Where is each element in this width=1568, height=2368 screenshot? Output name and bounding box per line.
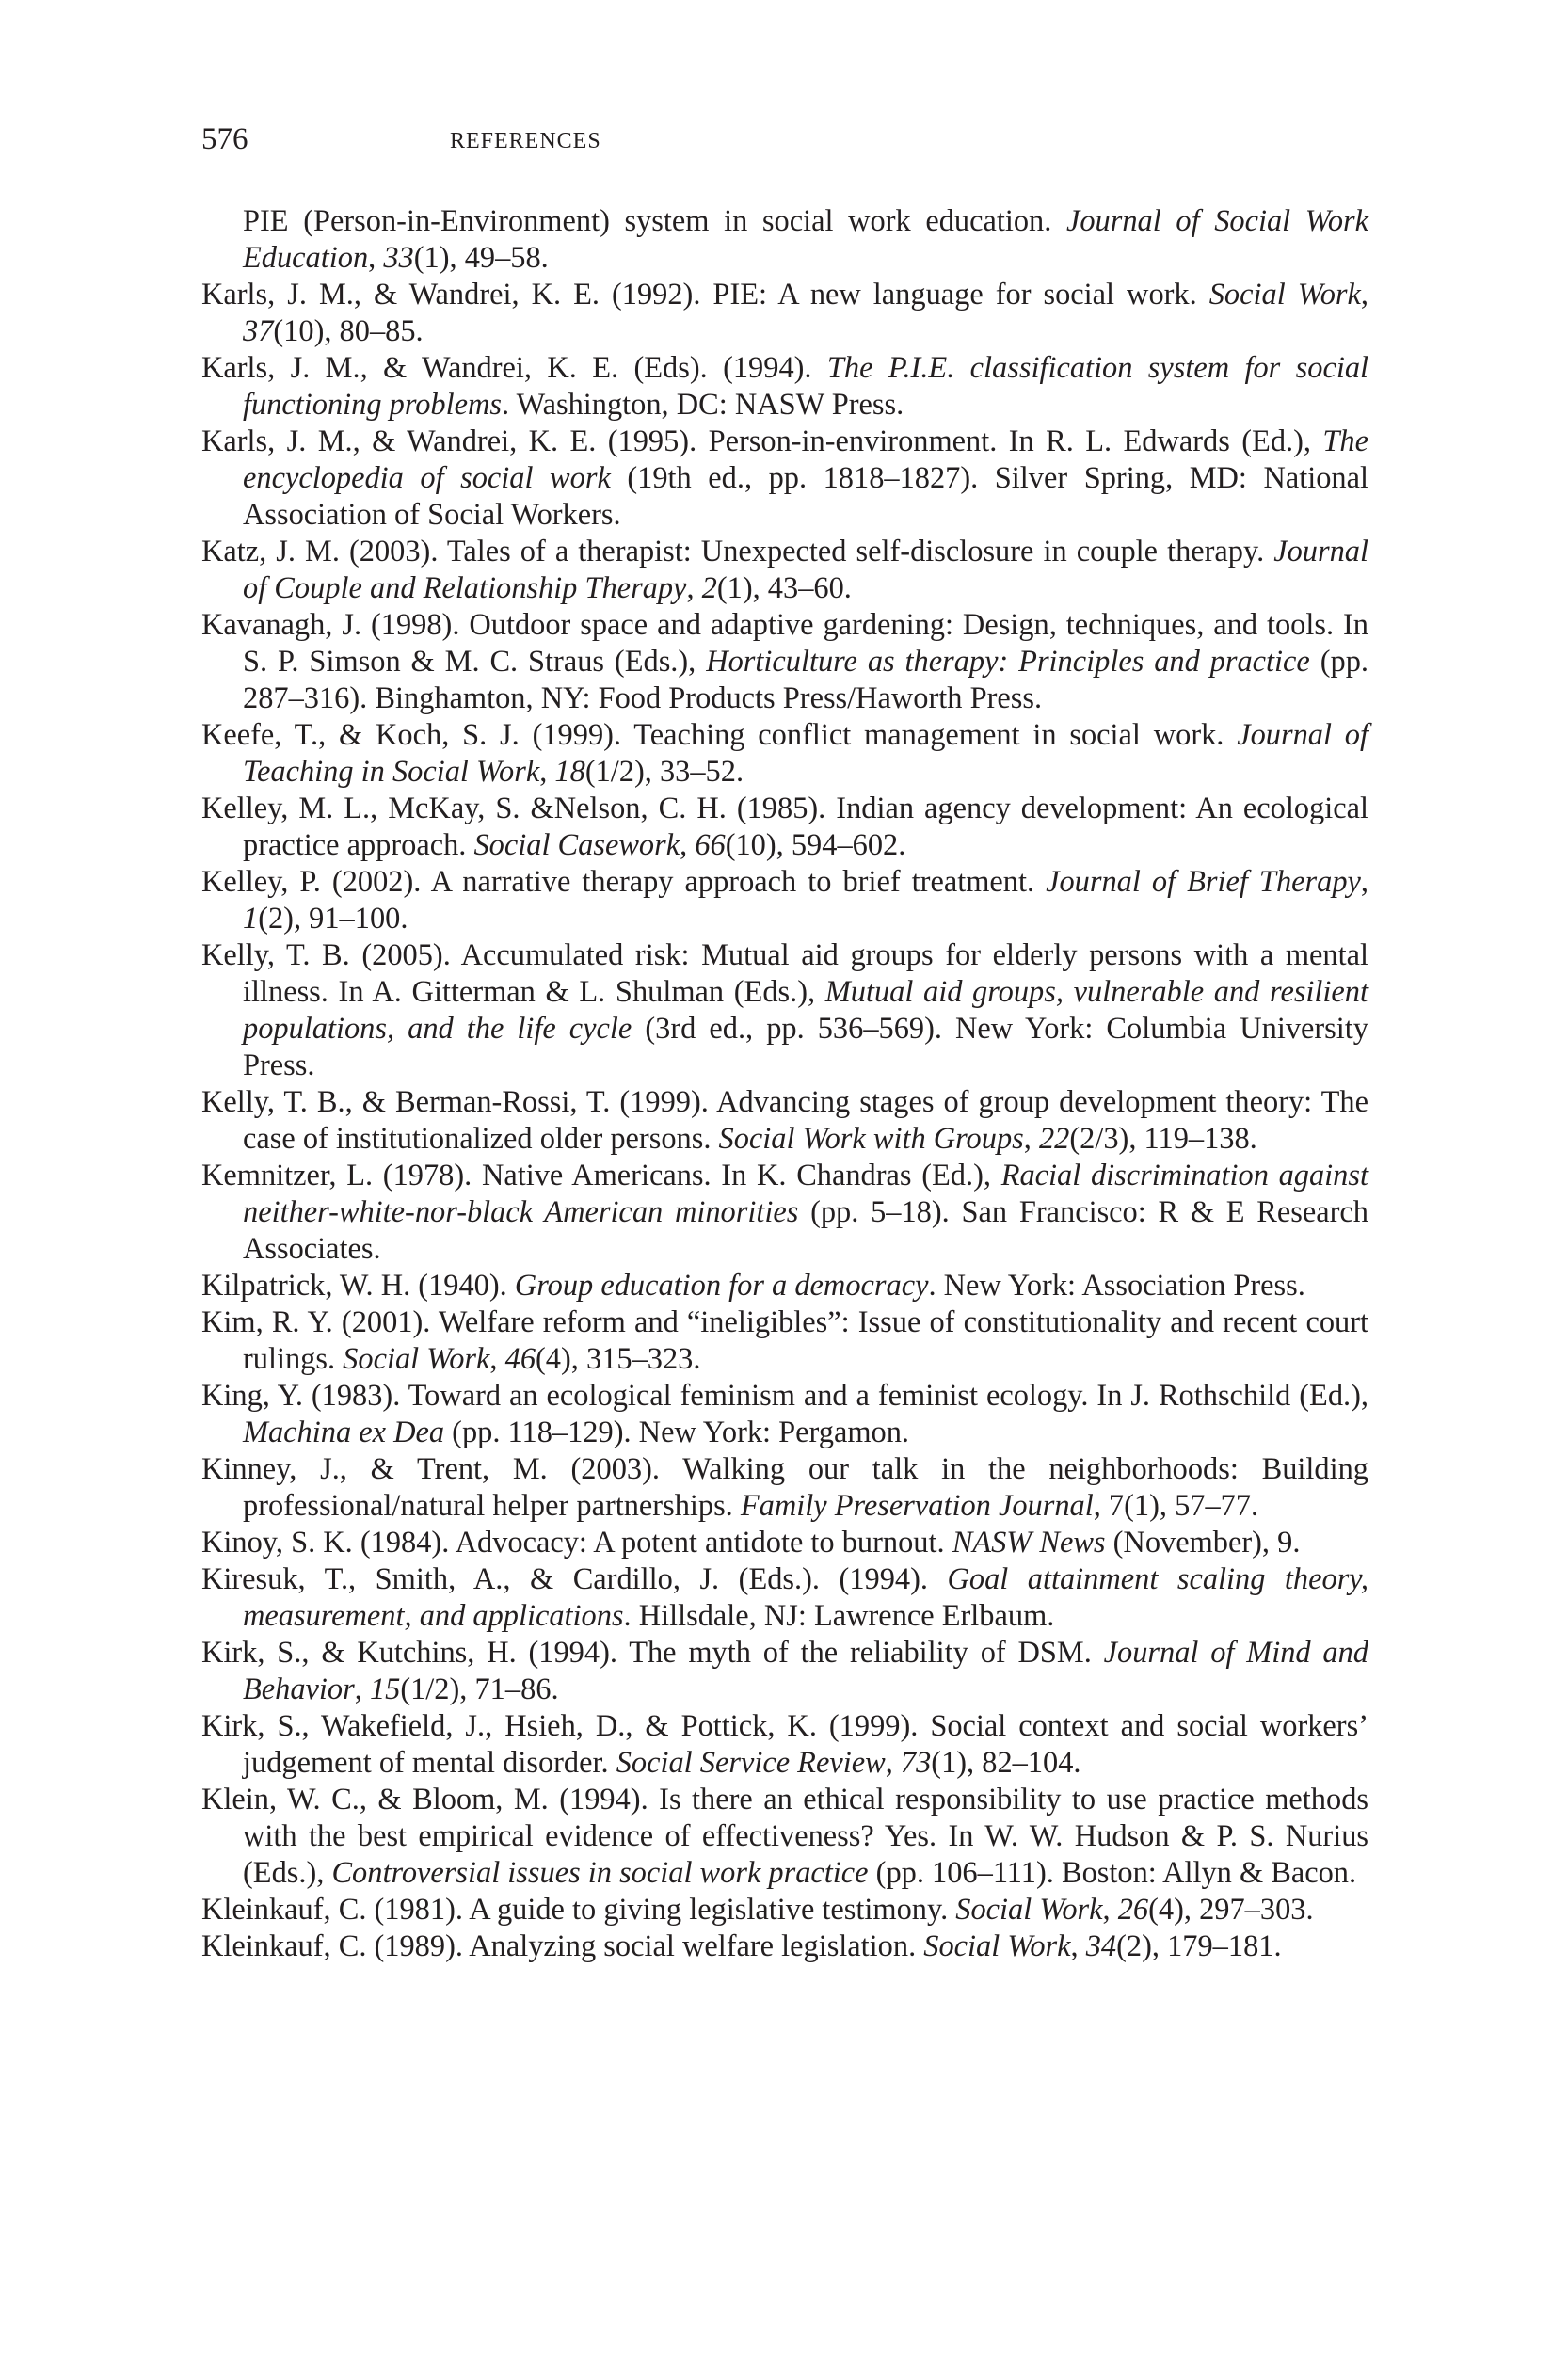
reference-italic-text: 46 — [504, 1342, 536, 1376]
reference-italic-text: Goal attainment scaling theory, measurement, and applications — [243, 1562, 1368, 1633]
reference-entry — [201, 1708, 1368, 1782]
reference-entry — [201, 1928, 1368, 1965]
reference-text: (1/2), 71–86. — [400, 1672, 559, 1706]
reference-text: , — [680, 828, 696, 862]
reference-italic-text: Journal of Mind and Behavior — [243, 1636, 1368, 1706]
reference-text: (2/3), 119–138. — [1069, 1122, 1257, 1156]
reference-text: , — [489, 1342, 505, 1376]
reference-text: Kilpatrick, W. H. (1940). — [201, 1269, 515, 1303]
reference-text: (2), 179–181. — [1116, 1929, 1282, 1963]
reference-text: (4), 315–323. — [536, 1342, 701, 1376]
reference-text: Kim, R. Y. (2001). Welfare reform and “ineligibles”: Issue of constitutionality and recent court rulings. — [201, 1305, 1368, 1376]
reference-entry — [201, 1525, 1368, 1561]
reference-text: , — [686, 571, 702, 605]
reference-text: (10), 594–602. — [725, 828, 906, 862]
reference-text: . Hillsdale, NJ: Lawrence Erlbaum. — [623, 1599, 1055, 1633]
reference-text: (1), 49–58. — [413, 241, 549, 275]
reference-entry — [201, 1892, 1368, 1928]
reference-text: Kirk, S., & Kutchins, H. (1994). The myth of the reliability of DSM. — [201, 1636, 1104, 1670]
reference-italic-text: Family Preservation Journal — [740, 1489, 1094, 1523]
reference-text: , 7(1), 57–77. — [1093, 1489, 1259, 1523]
reference-italic-text: Social Work with Groups — [718, 1122, 1024, 1156]
reference-entry — [201, 607, 1368, 717]
running-head — [201, 120, 1368, 158]
reference-italic-text: 34 — [1085, 1929, 1117, 1963]
reference-text: (3rd ed., pp. 536–569). New York: Columbia University Press. — [243, 1012, 1368, 1082]
reference-italic-text: NASW News — [952, 1526, 1106, 1560]
reference-italic-text: 33 — [383, 241, 414, 275]
reference-text: (November), 9. — [1105, 1526, 1301, 1560]
reference-entry — [201, 791, 1368, 864]
reference-text: Kelly, T. B., & Berman-Rossi, T. (1999). Advancing stages of group development theory: The case of institutionalized older persons. — [201, 1085, 1368, 1156]
reference-text: (pp. 287–316). Binghamton, NY: Food Products Press/Haworth Press. — [243, 645, 1368, 715]
reference-text: , — [354, 1672, 370, 1706]
reference-text: (pp. 106–111). Boston: Allyn & Bacon. — [868, 1856, 1357, 1890]
reference-entry — [201, 717, 1368, 791]
reference-italic-text: The P.I.E. classification system for social functioning problems — [243, 351, 1369, 422]
reference-text: (19th ed., pp. 1818–1827). Silver Spring, MD: National Association of Social Workers. — [243, 461, 1368, 532]
reference-entry — [201, 1378, 1368, 1451]
page-number: 576 — [201, 122, 248, 156]
reference-entry — [201, 350, 1368, 424]
reference-text: Karls, J. M., & Wandrei, K. E. (1992). PIE: A new language for social work. — [201, 278, 1209, 312]
section-title: REFERENCES — [450, 129, 601, 153]
reference-italic-text: Group education for a democracy — [514, 1269, 929, 1303]
reference-text: (10), 80–85. — [273, 314, 424, 348]
reference-entry — [201, 1451, 1368, 1525]
reference-text: Katz, J. M. (2003). Tales of a therapist: Unexpected self-disclosure in couple therapy. — [201, 535, 1274, 568]
reference-text: King, Y. (1983). Toward an ecological feminism and a feminist ecology. In J. Rothschild (Ed.), — [201, 1379, 1368, 1413]
reference-entry — [201, 937, 1368, 1084]
reference-text: Karls, J. M., & Wandrei, K. E. (Eds). (1994). — [201, 351, 827, 385]
reference-entry — [201, 203, 1368, 277]
reference-text: , — [539, 755, 555, 789]
reference-italic-text: Journal of Brief Therapy — [1046, 865, 1361, 899]
reference-text: , — [1023, 1122, 1039, 1156]
reference-entry — [201, 424, 1368, 534]
reference-text: Kelly, T. B. (2005). Accumulated risk: Mutual aid groups for elderly persons with a mental illness. In A. Gitterman & L. Shulman (Eds.), — [201, 938, 1368, 1009]
reference-text: Kelley, P. (2002). A narrative therapy approach to brief treatment. — [201, 865, 1047, 899]
reference-italic-text: 15 — [369, 1672, 401, 1706]
reference-italic-text: Controversial issues in social work practice — [331, 1856, 869, 1890]
reference-text: , — [1102, 1893, 1118, 1927]
reference-text: (2), 91–100. — [258, 902, 408, 936]
reference-list — [201, 203, 1368, 1965]
reference-text: (1), 82–104. — [931, 1746, 1081, 1780]
reference-text: Kavanagh, J. (1998). Outdoor space and adaptive gardening: Design, techniques, and tools. In S. P. Simson & M. C. Straus (Eds.), — [201, 608, 1368, 679]
reference-text: . New York: Association Press. — [928, 1269, 1305, 1303]
reference-text: (pp. 5–18). San Francisco: R & E Research Associates. — [243, 1195, 1369, 1266]
reference-text: (1), 43–60. — [716, 571, 852, 605]
reference-text: , — [1360, 865, 1368, 899]
reference-text: Klein, W. C., & Bloom, M. (1994). Is there an ethical responsibility to use practice methods with the best empirical evidence of effectiveness? Yes. In W. W. Hudson & P. S. Nurius (Eds.), — [201, 1783, 1368, 1890]
reference-italic-text: Journal of Social Work Education — [243, 204, 1368, 275]
reference-italic-text: Mutual aid groups, vulnerable and resilient populations, and the life cycle — [243, 975, 1368, 1046]
reference-text: PIE (Person-in-Environment) system in social work education. — [243, 204, 1066, 238]
reference-italic-text: 73 — [900, 1746, 932, 1780]
reference-italic-text: 2 — [701, 571, 717, 605]
reference-italic-text: 26 — [1117, 1893, 1149, 1927]
reference-italic-text: Social Work — [955, 1893, 1103, 1927]
reference-italic-text: The encyclopedia of social work — [243, 424, 1368, 495]
reference-entry — [201, 277, 1368, 350]
reference-text: Keefe, T., & Koch, S. J. (1999). Teaching conflict management in social work. — [201, 718, 1238, 752]
reference-italic-text: 1 — [243, 902, 259, 936]
reference-entry — [201, 1561, 1368, 1635]
reference-text: . Washington, DC: NASW Press. — [502, 388, 904, 422]
reference-italic-text: Social Work — [923, 1929, 1071, 1963]
reference-italic-text: Horticulture as therapy: Principles and practice — [706, 645, 1310, 679]
reference-italic-text: Journal of Teaching in Social Work — [243, 718, 1368, 789]
reference-text: Kleinkauf, C. (1989). Analyzing social welfare legislation. — [201, 1929, 924, 1963]
reference-text: Kiresuk, T., Smith, A., & Cardillo, J. (Eds.). (1994). — [201, 1562, 948, 1596]
reference-text: , — [368, 241, 384, 275]
reference-entry — [201, 1304, 1368, 1378]
reference-italic-text: 22 — [1038, 1122, 1070, 1156]
reference-text: Kinney, J., & Trent, M. (2003). Walking our talk in the neighborhoods: Building professional/natural helper partnerships. — [201, 1452, 1368, 1523]
reference-text: Kelley, M. L., McKay, S. &Nelson, C. H. (1985). Indian agency development: An ecological practice approach. — [201, 792, 1368, 862]
reference-text: Kemnitzer, L. (1978). Native Americans. In K. Chandras (Ed.), — [201, 1159, 1001, 1192]
reference-text: (1/2), 33–52. — [584, 755, 744, 789]
reference-text: Kleinkauf, C. (1981). A guide to giving legislative testimony. — [201, 1893, 956, 1927]
reference-entry — [201, 1158, 1368, 1268]
reference-text: Karls, J. M., & Wandrei, K. E. (1995). Person-in-environment. In R. L. Edwards (Ed.), — [201, 424, 1323, 458]
reference-entry — [201, 1268, 1368, 1304]
reference-italic-text: Journal of Couple and Relationship Therapy — [243, 535, 1368, 605]
reference-italic-text: Machina ex Dea — [243, 1416, 445, 1449]
reference-italic-text: 37 — [243, 314, 274, 348]
reference-entry — [201, 1635, 1368, 1708]
reference-italic-text: 18 — [554, 755, 585, 789]
reference-entry — [201, 1782, 1368, 1892]
reference-text: , — [1360, 278, 1368, 312]
reference-italic-text: Social Work — [343, 1342, 490, 1376]
reference-italic-text: Social Service Review — [616, 1746, 886, 1780]
reference-italic-text: Social Work — [1208, 278, 1361, 312]
reference-text: Kirk, S., Wakefield, J., Hsieh, D., & Pottick, K. (1999). Social context and social workers’ judgement of mental disorder. — [201, 1709, 1368, 1780]
reference-text: (pp. 118–129). New York: Pergamon. — [444, 1416, 910, 1449]
reference-text: (4), 297–303. — [1148, 1893, 1314, 1927]
reference-entry — [201, 864, 1368, 937]
reference-italic-text: Racial discrimination against neither-white-nor-black American minorities — [243, 1159, 1368, 1229]
reference-entry — [201, 534, 1368, 607]
reference-text: Kinoy, S. K. (1984). Advocacy: A potent antidote to burnout. — [201, 1526, 952, 1560]
reference-italic-text: Social Casework — [473, 828, 680, 862]
reference-text: , — [885, 1746, 901, 1780]
reference-text: , — [1070, 1929, 1086, 1963]
reference-entry — [201, 1084, 1368, 1158]
reference-italic-text: 66 — [695, 828, 726, 862]
